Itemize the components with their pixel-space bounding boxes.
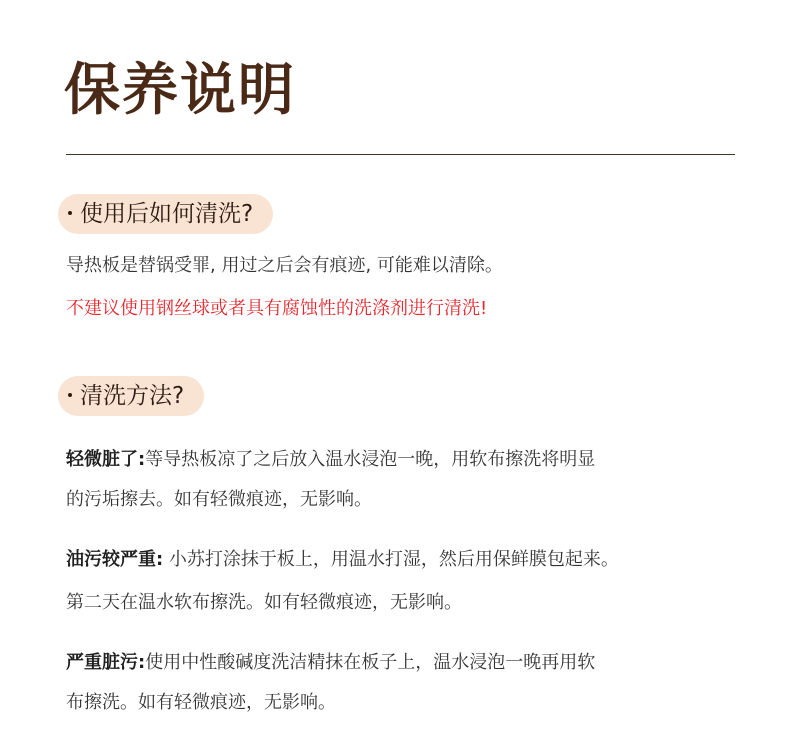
section-heading-cleaning-after-use: [58, 194, 273, 234]
method-item-greasy-line1: [66, 547, 619, 573]
bullet-dot-icon: [68, 393, 72, 397]
cleaning-warning-text: 不建议使用钢丝球或者具有腐蚀性的洗涤剂进行清洗!: [66, 298, 488, 319]
method-item-greasy-line2: 第二天在温水软布擦洗。如有轻微痕迹，无影响。: [66, 592, 462, 613]
method-item-light-line2: 的污垢擦去。如有轻微痕迹，无影响。: [66, 489, 372, 510]
method-item-text: 小苏打涂抹于板上，用温水打湿，然后用保鲜膜包起来。: [163, 549, 619, 570]
section-heading-cleaning-method: [58, 376, 204, 416]
method-item-text: 等导热板凉了之后放入温水浸泡一晚，用软布擦洗将明显: [145, 449, 596, 470]
page-title: 保养说明: [64, 58, 296, 123]
bullet-dot-icon: [68, 211, 72, 215]
method-item-lead: 轻微脏了:: [66, 449, 146, 470]
section-heading-text: 清洗方法?: [80, 383, 185, 409]
method-item-heavy-line1: [66, 650, 595, 676]
method-item-light-line1: [66, 447, 595, 473]
title-divider: [66, 154, 735, 155]
method-item-lead: 严重脏污:: [66, 652, 146, 673]
method-item-lead: 油污较严重:: [66, 549, 164, 570]
method-item-heavy-line2: 布擦洗。如有轻微痕迹，无影响。: [66, 692, 336, 713]
section-heading-text: 使用后如何清洗?: [80, 201, 254, 227]
method-item-text: 使用中性酸碱度洗洁精抹在板子上，温水浸泡一晚再用软: [145, 652, 596, 673]
cleaning-intro-text: 导热板是替锅受罪, 用过之后会有痕迹, 可能难以清除。: [66, 255, 503, 276]
